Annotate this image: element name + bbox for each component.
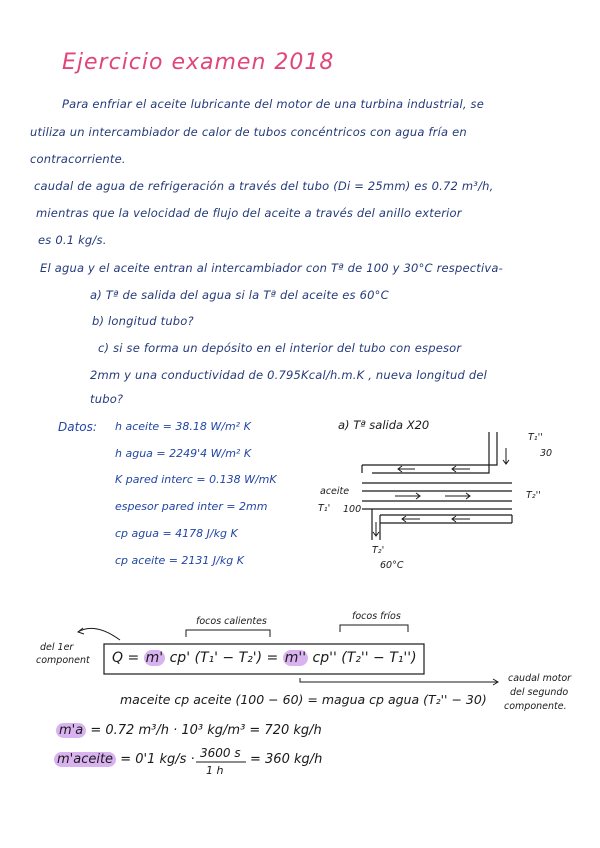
label-t1-double-prime-value: 30 xyxy=(540,448,553,459)
eq-m-aceite-mid: = 0'1 kg/s · xyxy=(120,752,195,767)
datos-h-agua: h agua = 2249'4 W/m² K xyxy=(115,447,252,460)
page-title: Ejercicio examen 2018 xyxy=(62,50,335,75)
question-c-line-3: tubo? xyxy=(90,392,124,406)
label-caudal-motor: caudal motor xyxy=(508,673,572,684)
statement-line-5: mientras que la velocidad de flujo del aceite a través del anillo exterior xyxy=(36,206,462,220)
fraction-numerator: 3600 s xyxy=(200,746,241,760)
statement-line-1: Para enfriar el aceite lubricante del motor de una turbina industrial, se xyxy=(62,97,485,111)
eq-m-double-prime: m'' xyxy=(284,650,307,666)
energy-balance-equation: maceite cp aceite (100 − 60) = magua cp agua (T₂'' − 30) xyxy=(120,692,487,707)
fraction-denominator: 1 h xyxy=(206,764,224,777)
eq-part-2: cp'' (T₂'' − T₁'') xyxy=(312,650,417,666)
statement-line-2: utiliza un intercambiador de calor de tubos concéntricos con agua fría en xyxy=(30,125,467,139)
question-b: b) longitud tubo? xyxy=(92,314,194,328)
eq-q: Q = xyxy=(112,650,140,666)
statement-line-3: contracorriente. xyxy=(30,152,126,166)
label-componente-1: component xyxy=(36,655,90,666)
datos-k-pared: K pared interc = 0.138 W/mK xyxy=(115,473,277,486)
oil-mass-flow-line xyxy=(54,752,195,767)
label-t2-prime: T₂' xyxy=(372,545,385,556)
label-aceite: aceite xyxy=(320,486,350,497)
datos-h-aceite: h aceite = 38.18 W/m² K xyxy=(115,420,251,433)
label-componente-2: componente. xyxy=(504,701,567,712)
label-t1-double-prime: T₁'' xyxy=(528,432,543,443)
label-t1-prime: T₁' xyxy=(318,503,331,514)
eq-m-a-value: = 0.72 m³/h · 10³ kg/m³ = 720 kg/h xyxy=(90,723,322,738)
label-t2-prime-value: 60°C xyxy=(380,560,404,571)
label-focos-frios: focos fríos xyxy=(352,611,401,622)
water-mass-flow-line xyxy=(56,723,322,738)
eq-part-1: cp' (T₁' − T₂') = xyxy=(169,650,279,666)
datos-cp-agua: cp agua = 4178 J/kg K xyxy=(115,527,238,540)
datos-cp-aceite: cp aceite = 2131 J/kg K xyxy=(115,554,244,567)
statement-line-7: El agua y el aceite entran al intercambiador con Tª de 100 y 30°C respectiva- xyxy=(40,261,504,275)
eq-m-aceite: m'aceite xyxy=(54,752,116,767)
question-a: a) Tª de salida del agua si la Tª del aceite es 60°C xyxy=(90,288,389,302)
question-c-line-2: 2mm y una conductividad de 0.795Kcal/h.m.K , nueva longitud del xyxy=(90,368,488,382)
statement-line-6: es 0.1 kg/s. xyxy=(38,233,107,247)
main-equation xyxy=(112,650,417,666)
statement-line-4: caudal de agua de refrigeración a través del tubo (Di = 25mm) es 0.72 m³/h, xyxy=(34,179,494,193)
datos-label: Datos: xyxy=(58,420,97,434)
diagram-heading: a) Tª salida X20 xyxy=(338,418,430,432)
eq-m-prime: m' xyxy=(145,650,164,666)
label-del-1er: del 1er xyxy=(40,642,74,653)
datos-espesor: espesor pared inter = 2mm xyxy=(115,500,268,513)
label-del-segundo: del segundo xyxy=(510,687,569,698)
question-c-line-1: c) si se forma un depósito en el interior del tubo con espesor xyxy=(98,341,462,355)
label-focos-calientes: focos calientes xyxy=(196,616,267,627)
eq-m-aceite-result: = 360 kg/h xyxy=(250,752,323,767)
label-t1-prime-value: 100 xyxy=(343,504,362,515)
label-t2-double-prime: T₂'' xyxy=(526,490,541,501)
eq-m-a: m'a xyxy=(56,723,86,738)
